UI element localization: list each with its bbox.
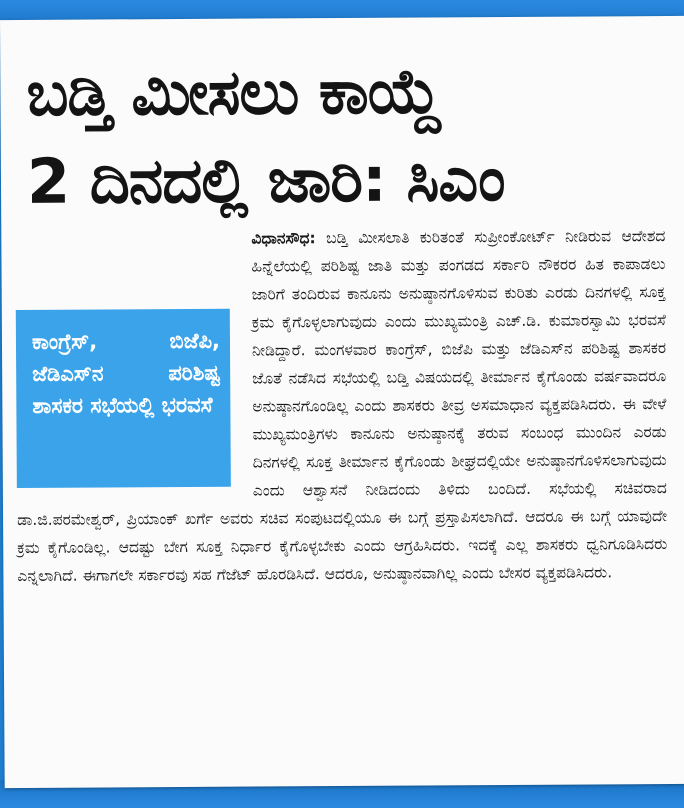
article-body xyxy=(15,222,667,590)
callout-box: ಕಾಂಗ್ರೆಸ್, ಬಿಜೆಪಿ, ಜೆಡಿಎಸ್‌ನ ಪರಿಶಿಷ್ಟ ಶಾಸಕರ ಸಭೆಯಲ್ಲಿ ಭರವಸೆ xyxy=(16,309,231,488)
headline xyxy=(26,46,667,226)
headline-line-2: 2 ದಿನದಲ್ಲಿ ಜಾರಿ: ಸಿಎಂ xyxy=(26,142,505,218)
article-text: ಬಡ್ತಿ ಮೀಸಲಾತಿ ಕುರಿತಂತೆ ಸುಪ್ರೀಂಕೋರ್ಟ್ ನೀಡಿರುವ ಆದೇಶದ ಹಿನ್ನೆಲೆಯಲ್ಲಿ ಪರಿಶಿಷ್ಟ ಜಾತಿ ಮತ್ತು ಪಂಗಡದ ಸರ್ಕಾರಿ ನೌಕರರ ಹಿತ ಕಾಪಾಡಲು ಜಾರಿಗೆ ತಂದಿರುವ ಕಾನೂನು ಅನುಷ್ಠಾನಗೊಳಿಸುವ ಕುರಿತು ಎರಡು ದಿನಗಳಲ್ಲಿ ಸೂಕ್ತ ಕ್ರಮ ಕೈಗೊಳ್ಳಲಾಗುವುದು ಎಂದು ಮುಖ್ಯಮಂತ್ರಿ ಎಚ್.ಡಿ. ಕುಮಾರಸ್ವಾಮಿ ಭರವಸೆ ನೀಡಿದ್ದಾರೆ. ಮಂಗಳವಾರ ಕಾಂಗ್ರೆಸ್, ಬಿಜೆಪಿ ಮತ್ತು ಜೆಡಿಎಸ್‌ನ ಪರಿಶಿಷ್ಟ ಶಾಸಕರ ಜೊತೆ ನಡೆಸಿದ ಸಭೆಯಲ್ಲಿ ಬಡ್ತಿ ವಿಷಯದಲ್ಲಿ ತೀರ್ಮಾನ ಕೈಗೊಂಡು ವರ್ಷವಾದರೂ ಅನುಷ್ಠಾನಗೊಂಡಿಲ್ಲ ಎಂದು ಶಾಸಕರು ತೀವ್ರ ಅಸಮಾಧಾನ ವ್ಯಕ್ತಪಡಿಸಿದರು. ಈ ವೇಳೆ ಮುಖ್ಯಮಂತ್ರಿಗಳು ಕಾನೂನು ಅನುಷ್ಠಾನಕ್ಕೆ ತರುವ ಸಂಬಂಧ ಮುಂದಿನ ಎರಡು ದಿನಗಳಲ್ಲಿ ಸೂಕ್ತ ತೀರ್ಮಾನ ಕೈಗೊಂಡು ಶೀಘ್ರದಲ್ಲಿಯೇ ಅನುಷ್ಠಾನಗೊಳಿಸಲಾಗುವುದು ಎಂದು ಆಶ್ವಾಸನೆ ನೀಡಿದಂದು ತಿಳಿದು ಬಂದಿದೆ. ಸಭೆಯಲ್ಲಿ ಸಚಿವರಾದ ಡಾ.ಜಿ.ಪರಮೇಶ್ವರ್, ಪ್ರಿಯಾಂಕ್ ಖರ್ಗೆ ಅವರು ಸಚಿವ ಸಂಪುಟದಲ್ಲಿಯೂ ಈ ಬಗ್ಗೆ ಪ್ರಸ್ತಾಪಿಸಲಾಗಿದೆ. ಆದರೂ ಈ ಬಗ್ಗೆ ಯಾವುದೇ ಕ್ರಮ ಕೈಗೊಂಡಿಲ್ಲ. ಆದಷ್ಟು ಬೇಗ ಸೂಕ್ತ ನಿರ್ಧಾರ ಕೈಗೊಳ್ಳಬೇಕು ಎಂದು ಆಗ್ರಹಿಸಿದರು. ಇದಕ್ಕೆ ಎಲ್ಲ ಶಾಸಕರು ಧ್ವನಿಗೂಡಿಸಿದರು ಎನ್ನಲಾಗಿದೆ. ಈಗಾಗಲೇ ಸರ್ಕಾರವು ಸಹ ಗೆಜೆಟ್ ಹೊರಡಿಸಿದೆ. ಆದರೂ, ಅನುಷ್ಠಾನವಾಗಿಲ್ಲ ಎಂದು ಬೇಸರ ವ್ಯಕ್ತಪಡಿಸಿದರು. xyxy=(17,227,668,585)
dateline: ವಿಧಾನಸೌಧ: xyxy=(251,229,316,248)
headline-line-1: ಬಡ್ತಿ ಮೀಸಲು ಕಾಯ್ದೆ xyxy=(26,54,442,130)
newspaper-clipping xyxy=(0,16,684,788)
